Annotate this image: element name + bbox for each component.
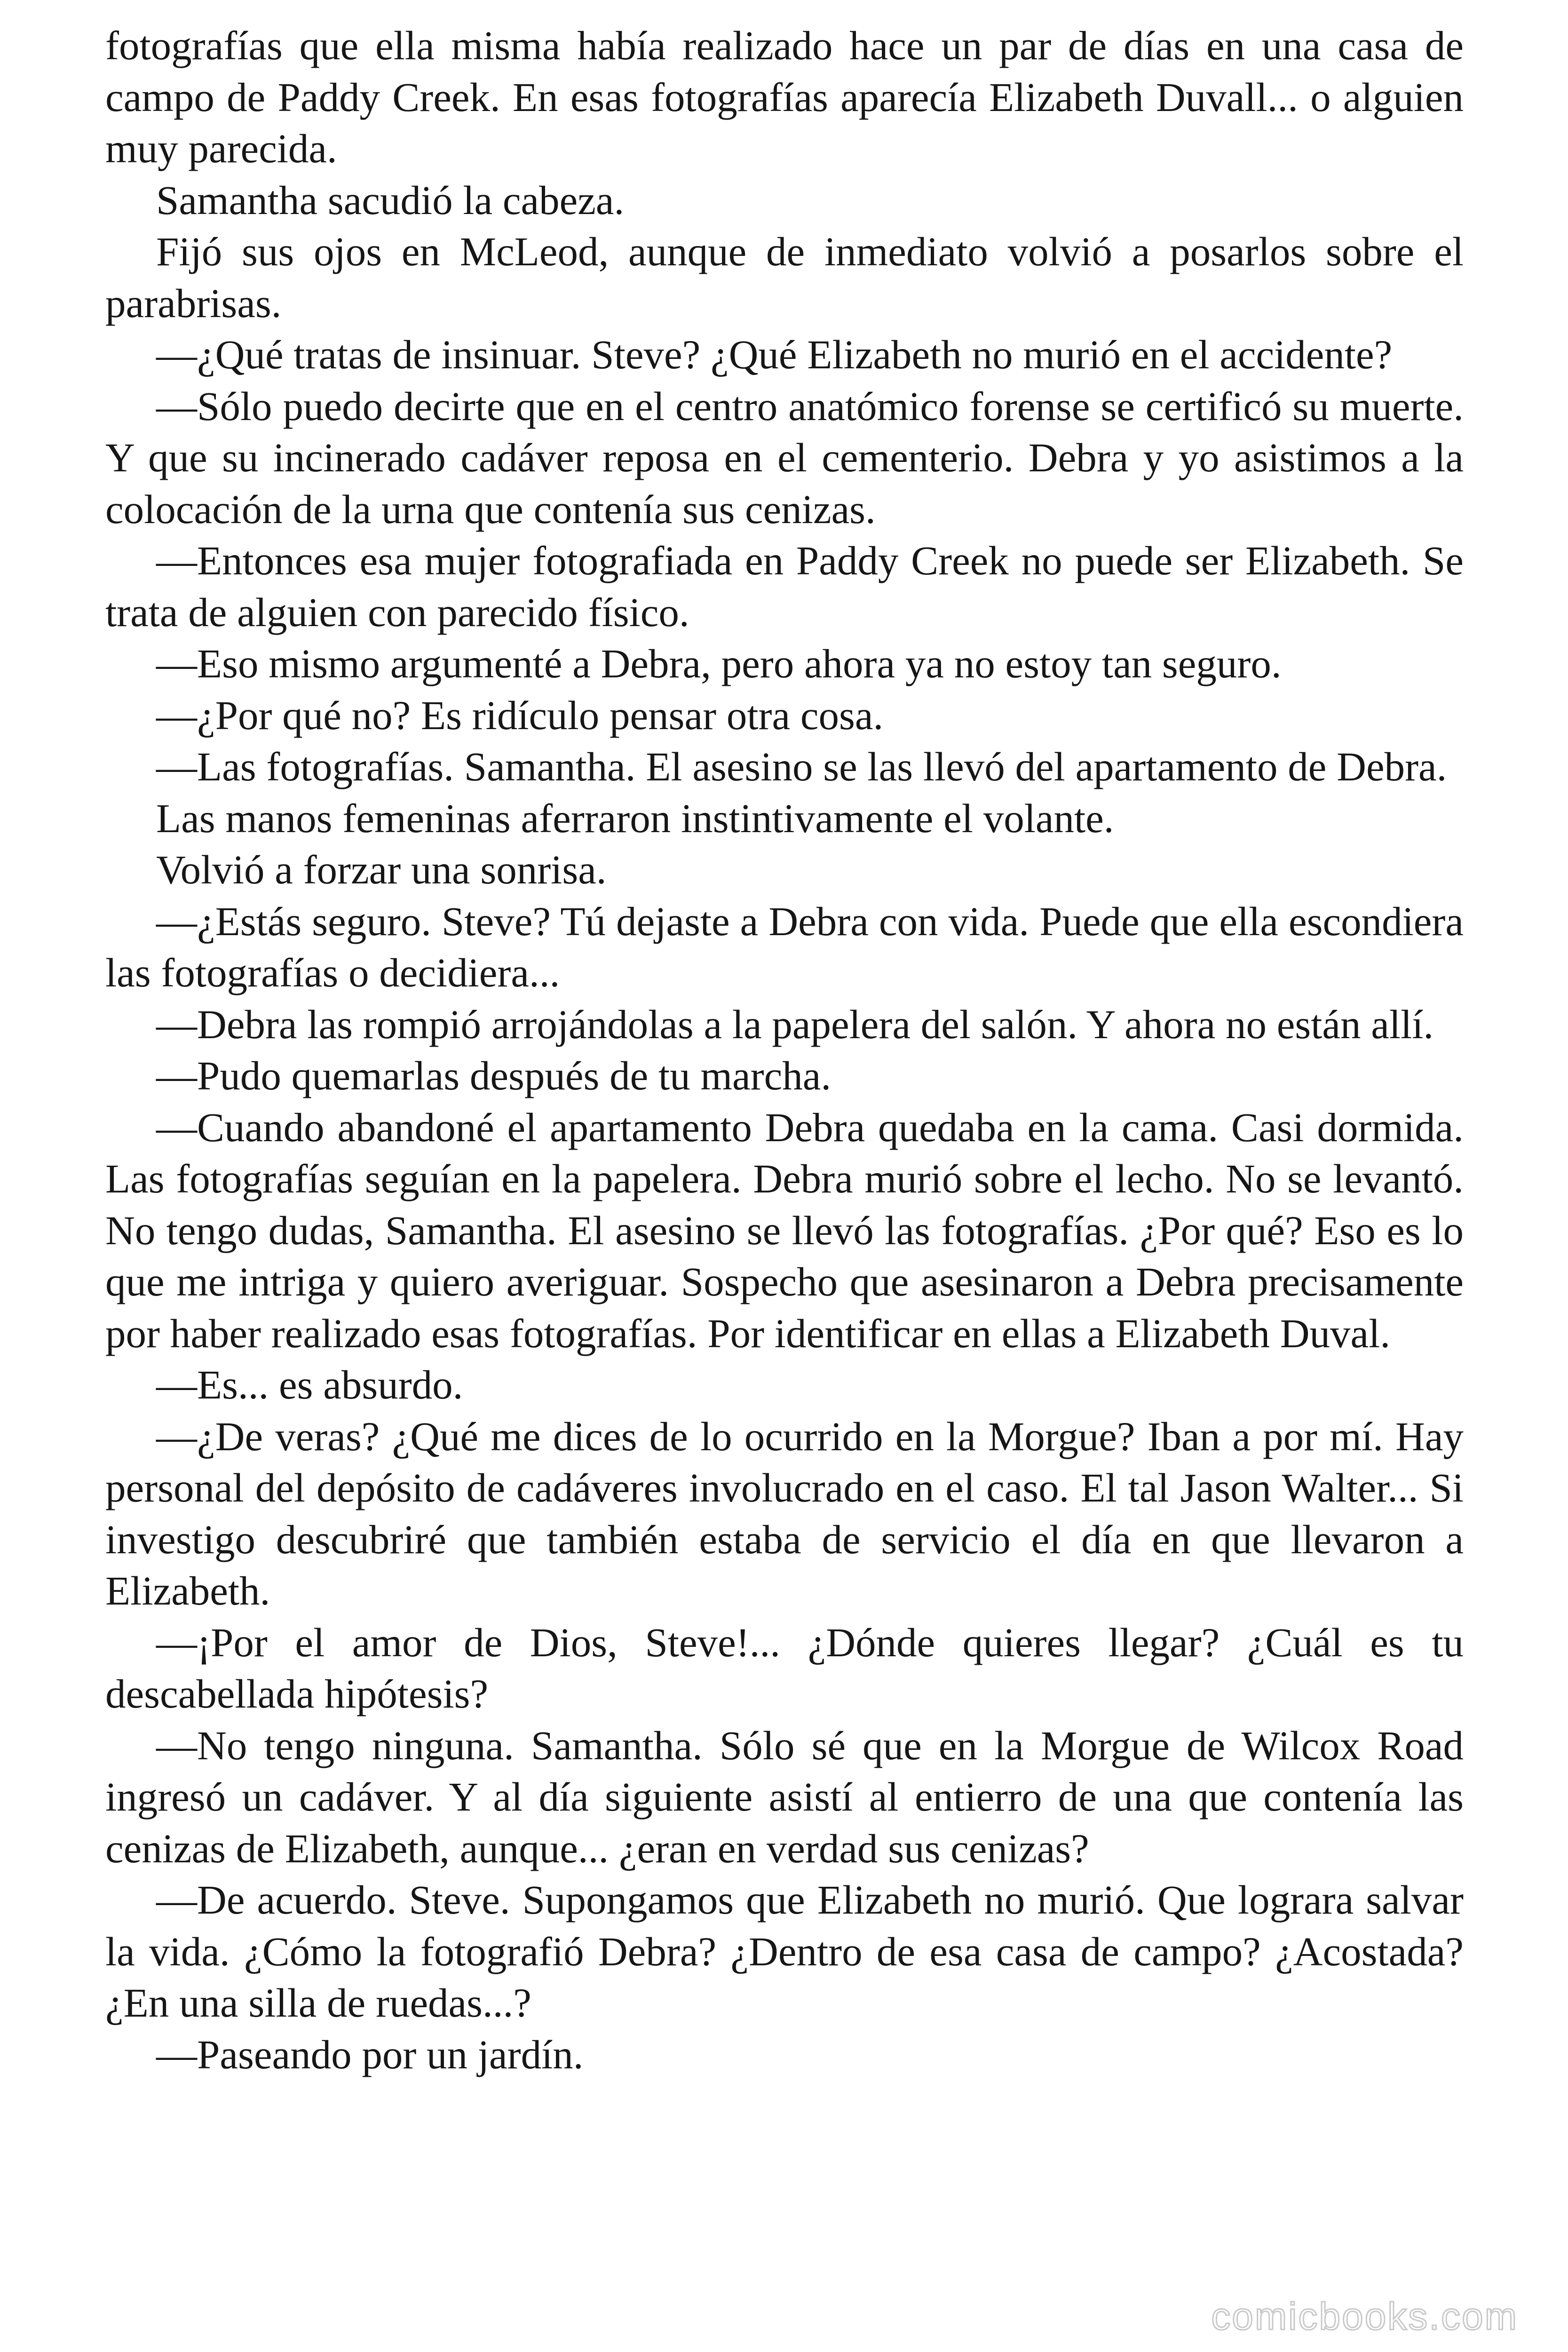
page-text (105, 20, 1464, 2080)
paragraph: —Entonces esa mujer fotografiada en Paddy Creek no puede ser Elizabeth. Se trata de alguien con parecido físico. (105, 538, 1464, 635)
paragraph: —Pudo quemarlas después de tu marcha. (156, 1053, 832, 1098)
paragraph: —¡Por el amor de Dios, Steve!... ¿Dónde quieres llegar? ¿Cuál es tu descabellada hipótesis? (105, 1619, 1464, 1716)
paragraph: —¿Estás seguro. Steve? Tú dejaste a Debra con vida. Puede que ella escondiera las fotografías o decidiera... (105, 898, 1464, 995)
paragraph: —Es... es absurdo. (156, 1362, 463, 1407)
paragraph: —Paseando por un jardín. (156, 2031, 584, 2077)
paragraph: Volvió a forzar una sonrisa. (156, 847, 607, 892)
paragraph: Samantha sacudió la cabeza. (156, 177, 625, 223)
paragraph: —Debra las rompió arrojándolas a la papelera del salón. Y ahora no están allí. (156, 1001, 1434, 1047)
paragraph: —¿Por qué no? Es ridículo pensar otra cosa. (156, 692, 884, 738)
paragraph: —¿Qué tratas de insinuar. Steve? ¿Qué Elizabeth no murió en el accidente? (156, 332, 1393, 377)
paragraph: —No tengo ninguna. Samantha. Sólo sé que en la Morgue de Wilcox Road ingresó un cadáver. Y al día siguiente asistí al entierro de una que contenía las cenizas de Elizabeth, aunque... ¿eran en verdad sus cenizas? (105, 1722, 1464, 1871)
paragraph: —¿De veras? ¿Qué me dices de lo ocurrido en la Morgue? Iban a por mí. Hay personal del depósito de cadáveres involucrado en el caso. El tal Jason Walter... Si investigo descubriré que también estaba de servicio el día en que llevaron a Elizabeth. (105, 1413, 1464, 1613)
paragraph: —Cuando abandoné el apartamento Debra quedaba en la cama. Casi dormida. Las fotografías seguían en la papelera. Debra murió sobre el lecho. No se levantó. No tengo dudas, Samantha. El asesino se llevó las fotografías. ¿Por qué? Eso es lo que me intriga y quiero averiguar. Sospecho que asesinaron a Debra precisamente por haber realizado esas fotografías. Por identificar en ellas a Elizabeth Duval. (105, 1104, 1464, 1356)
paragraph: —Sólo puedo decirte que en el centro anatómico forense se certificó su muerte. Y que su incinerado cadáver reposa en el cementerio. Debra y yo asistimos a la colocación de la urna que contenía sus cenizas. (105, 383, 1464, 532)
watermark: comicbooks.com (1211, 2295, 1518, 2338)
paragraph: Fijó sus ojos en McLeod, aunque de inmediato volvió a posarlos sobre el parabrisas. (105, 229, 1464, 326)
paragraph: fotografías que ella misma había realizado hace un par de días en una casa de campo de Paddy Creek. En esas fotografías aparecía Elizabeth Duvall... o alguien muy parecida. (105, 23, 1464, 171)
paragraph: —Eso mismo argumenté a Debra, pero ahora ya no estoy tan seguro. (156, 641, 1282, 686)
paragraph: —Las fotografías. Samantha. El asesino se las llevó del apartamento de Debra. (156, 744, 1447, 789)
paragraph: Las manos femeninas aferraron instintivamente el volante. (156, 795, 1114, 841)
paragraph: —De acuerdo. Steve. Supongamos que Elizabeth no murió. Que lograra salvar la vida. ¿Cómo la fotografió Debra? ¿Dentro de esa casa de campo? ¿Acostada? ¿En una silla de ruedas...? (105, 1877, 1464, 2026)
